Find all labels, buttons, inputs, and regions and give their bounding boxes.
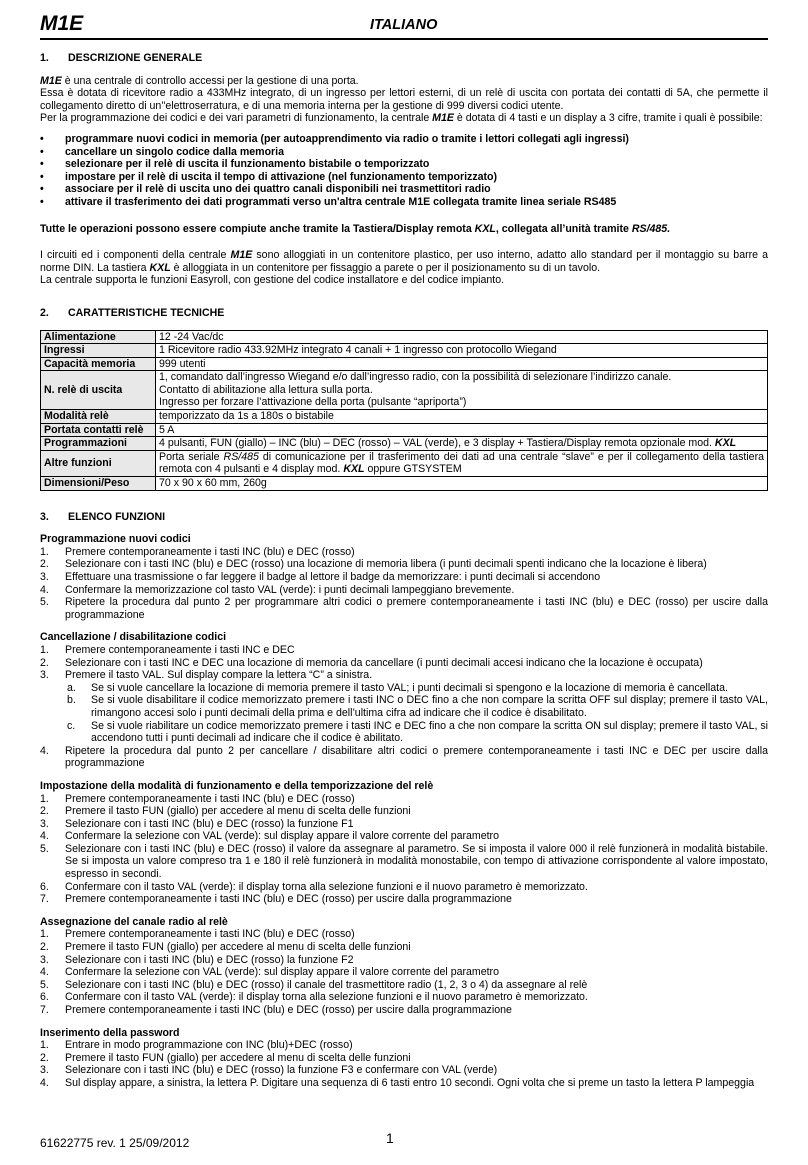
s1-paragraph-5: I circuiti ed i componenti della centrale M1E sono alloggiati in un contenitore plastico, per uso interno, adatto allo standard per il montaggio su barre a norme DIN. La tastiera KXL è alloggiata in un contenitore per fissaggio a parete o per il posizionamento su di un tavolo.	[40, 249, 769, 274]
section-3-title: 3. ELENCO FUNZIONI	[40, 510, 166, 523]
s3-group-1-title: Programmazione nuovi codici	[40, 533, 191, 546]
s1-paragraph-6: La centrale supporta le funzioni Easyroll, con gestione del codice installatore e del codice impianto.	[40, 274, 505, 287]
list-item: 7. Premere contemporaneamente i tasti INC (blu) e DEC (rosso) per uscire dalla programmazione	[40, 893, 512, 906]
table-row: Dimensioni/Peso 70 x 90 x 60 mm, 260g	[41, 477, 768, 491]
table-row: Programmazioni 4 pulsanti, FUN (giallo) – INC (blu) – DEC (rosso) – VAL (verde), e 3 display + Tastiera/Display remota opzionale mod. KXL	[41, 437, 768, 451]
s3-group-2-steps-end	[40, 745, 768, 770]
list-item: 2. Selezionare con i tasti INC e DEC una locazione di memoria da cancellare (i punti decimali accesi indicano che la locazione è occupata)	[40, 656, 703, 669]
page-number: 1	[386, 1130, 394, 1146]
page-body	[40, 46, 768, 1090]
list-item: 4. Ripetere la procedura dal punto 2 per cancellare / disabilitare altri codici o premere contemporaneamente i tasti INC e DEC per uscire dalla programmazione	[40, 744, 768, 770]
list-item: • associare per il relè di uscita uno dei quattro canali disponibili nei trasmettitori radio	[40, 183, 768, 196]
list-item: c. Se si vuole riabilitare un codice memorizzato premere i tasti INC e DEC fino a che non compare la scritta ON sul display; premere il tasto VAL, si accendono tutti i punti decimali ad indicare che il codice è abilitato.	[67, 719, 768, 745]
s3-group-2-steps	[40, 644, 768, 682]
list-item: 4. Confermare la selezione con VAL (verde): sul display appare il valore corrente del parametro	[40, 830, 499, 843]
list-item: 5. Ripetere la procedura dal punto 2 per programmare altri codici o premere contemporaneamente i tasti INC (blu) e DEC (rosso) per uscire dalla programmazione	[40, 596, 768, 621]
s3-group-1-steps	[40, 546, 768, 622]
s3-group-5-steps	[40, 1039, 768, 1089]
table-row: Portata contatti relè 5 A	[41, 423, 768, 437]
s3-group-3-title: Impostazione della modalità di funzionamento e della temporizzazione del relè	[40, 779, 434, 792]
section-2-title: 2. CARATTERISTICHE TECNICHE	[40, 306, 225, 319]
list-item: • attivare il trasferimento dei dati programmati verso un'altra centrale M1E collegata tramite linea seriale RS485	[40, 196, 768, 209]
list-item: 4. Confermare la memorizzazione col tasto VAL (verde): i punti decimali lampeggiano brevemente.	[40, 583, 515, 596]
s3-group-2-substeps	[40, 682, 768, 745]
list-item: 4. Sul display appare, a sinistra, la lettera P. Digitare una sequenza di 6 tasti entro 10 secondi. Ogni volta che si preme un tasto la lettera P lampeggia	[40, 1076, 755, 1089]
s3-group-2-title: Cancellazione / disabilitazione codici	[40, 631, 227, 644]
table-row: Modalità relè temporizzato da 1s a 180s o bistabile	[41, 410, 768, 424]
header-divider	[40, 38, 768, 40]
list-item: a. Se si vuole cancellare la locazione di memoria premere il tasto VAL; i punti decimali si spengono e la locazione di memoria è cancellata.	[67, 681, 728, 694]
list-item: 5. Selezionare con i tasti INC (blu) e DEC (rosso) il valore da assegnare al parametro. Se si imposta il valore 000 il relè funzionerà in modalità bistabile. Se si imposta un valore compreso tra 1 e 180 il relè funzionerà in modalità monostabile, con tempo di attivazione corrispondente al valore impostato, espresso in secondi.	[40, 842, 768, 881]
list-item: 1. Entrare in modo programmazione con INC (blu)+DEC (rosso)	[40, 1039, 353, 1052]
s1-paragraph-3: Per la programmazione dei codici e dei vari parametri di funzionamento, la centrale M1E è dotata di 4 tasti e un display a 3 cifre, tramite i quali è possibile:	[40, 112, 763, 125]
list-item: 3. Premere il tasto VAL. Sul display compare la lettera “C” a sinistra.	[40, 669, 373, 682]
list-item: • impostare per il relè di uscita il tempo di attivazione (nel funzionamento temporizzato)	[40, 171, 768, 184]
list-item: 2. Premere il tasto FUN (giallo) per accedere al menu di scelta delle funzioni	[40, 1051, 411, 1064]
s1-paragraph-1: M1E è una centrale di controllo accessi per la gestione di una porta.	[40, 74, 359, 87]
header-model: M1E	[40, 12, 84, 35]
list-item: 7. Premere contemporaneamente i tasti INC (blu) e DEC (rosso) per uscire dalla programmazione	[40, 1004, 512, 1016]
list-item: 3. Effettuare una trasmissione o far leggere il badge al lettore il badge da memorizzare: i punti decimali si accendono	[40, 571, 601, 583]
section-1-title: 1. DESCRIZIONE GENERALE	[40, 52, 203, 64]
list-item: 1. Premere contemporaneamente i tasti INC (blu) e DEC (rosso)	[40, 928, 355, 941]
table-row: Capacità memoria 999 utenti	[41, 357, 768, 371]
s3-group-4-steps	[40, 928, 768, 1016]
table-row: Alimentazione 12 -24 Vac/dc	[41, 330, 768, 344]
list-item: 4. Confermare la selezione con VAL (verde): sul display appare il valore corrente del parametro	[40, 966, 499, 979]
list-item: 6. Confermare con il tasto VAL (verde): il display torna alla selezione funzioni e il nuovo parametro è memorizzato.	[40, 880, 588, 893]
list-item: 1. Premere contemporaneamente i tasti INC (blu) e DEC (rosso)	[40, 792, 355, 805]
list-item: 3. Selezionare con i tasti INC (blu) e DEC (rosso) la funzione F3 e confermare con VAL (verde)	[40, 1064, 498, 1077]
header-language: ITALIANO	[370, 17, 438, 33]
list-item: 3. Selezionare con i tasti INC (blu) e DEC (rosso) la funzione F2	[40, 953, 354, 966]
list-item: • cancellare un singolo codice dalla memoria	[40, 146, 768, 159]
list-item: • programmare nuovi codici in memoria (per autoapprendimento via radio o tramite i lettori collegati agli ingressi)	[40, 133, 768, 146]
list-item: 2. Selezionare con i tasti INC (blu) e DEC (rosso) una locazione di memoria libera (i punti decimali spenti indicano che la locazione è libera)	[40, 558, 707, 571]
list-item: • selezionare per il relè di uscita il funzionamento bistabile o temporizzato	[40, 158, 768, 171]
list-item: 5. Selezionare con i tasti INC (blu) e DEC (rosso) il canale del trasmettitore radio (1, 2, 3 o 4) da assegnare al relè	[40, 978, 588, 991]
table-row: Ingressi 1 Ricevitore radio 433.92MHz integrato 4 canali + 1 ingresso con protocollo Wiegand	[41, 344, 768, 358]
table-row: N. relè di uscita 1, comandato dall’ingresso Wiegand e/o dall’ingresso radio, con la possibilità di selezionare l’indirizzo canale. Contatto di abilitazione alla lettura sulla porta. Ingresso per forzare l’attivazione della porta (pulsante “apriporta”)	[41, 371, 768, 410]
list-item: 2. Premere il tasto FUN (giallo) per accedere al menu di scelta delle funzioni	[40, 941, 411, 954]
spec-table	[40, 330, 768, 491]
document-revision: 61622775 rev. 1 25/09/2012	[40, 1136, 190, 1150]
list-item: 6. Confermare con il tasto VAL (verde): il display torna alla selezione funzioni e il nuovo parametro è memorizzato.	[40, 991, 588, 1004]
list-item: b. Se si vuole disabilitare il codice memorizzato premere i tasti INC o DEC fino a che non compare la scritta OFF sul display; premere il tasto VAL, rimangono accesi solo i punti decimali della prima e dell’ultima cifra ad indicare che il codice è disabilitato.	[67, 694, 768, 719]
list-item: 1. Premere contemporaneamente i tasti INC e DEC	[40, 643, 295, 656]
list-item: 2. Premere il tasto FUN (giallo) per accedere al menu di scelta delle funzioni	[40, 805, 411, 818]
s1-feature-list	[40, 133, 768, 209]
s3-group-5-title: Inserimento della password	[40, 1026, 180, 1039]
s1-paragraph-4: Tutte le operazioni possono essere compiute anche tramite la Tastiera/Display remota KXL, collegata all’unità tramite RS/485.	[40, 222, 671, 235]
s1-paragraph-2: Essa è dotata di ricevitore radio a 433MHz integrato, di un ingresso per lettori esterni, di un relè di uscita con portata dei contatti di 5A, che permette il collegamento diretto di un''elettroserratura, e di una memoria interna per la gestione di 999 diversi codici utente.	[40, 87, 768, 112]
list-item: 1. Premere contemporaneamente i tasti INC (blu) e DEC (rosso)	[40, 545, 355, 558]
table-row: Altre funzioni Porta seriale RS/485 di comunicazione per il trasferimento dei dati ad una centrale “slave” e per il collegamento della tastiera remota con 4 pulsanti e 4 display mod. KXL oppure GTSYSTEM	[41, 450, 768, 476]
s3-group-4-title: Assegnazione del canale radio al relè	[40, 915, 228, 928]
s3-group-3-steps	[40, 793, 768, 906]
list-item: 3. Selezionare con i tasti INC (blu) e DEC (rosso) la funzione F1	[40, 817, 354, 830]
